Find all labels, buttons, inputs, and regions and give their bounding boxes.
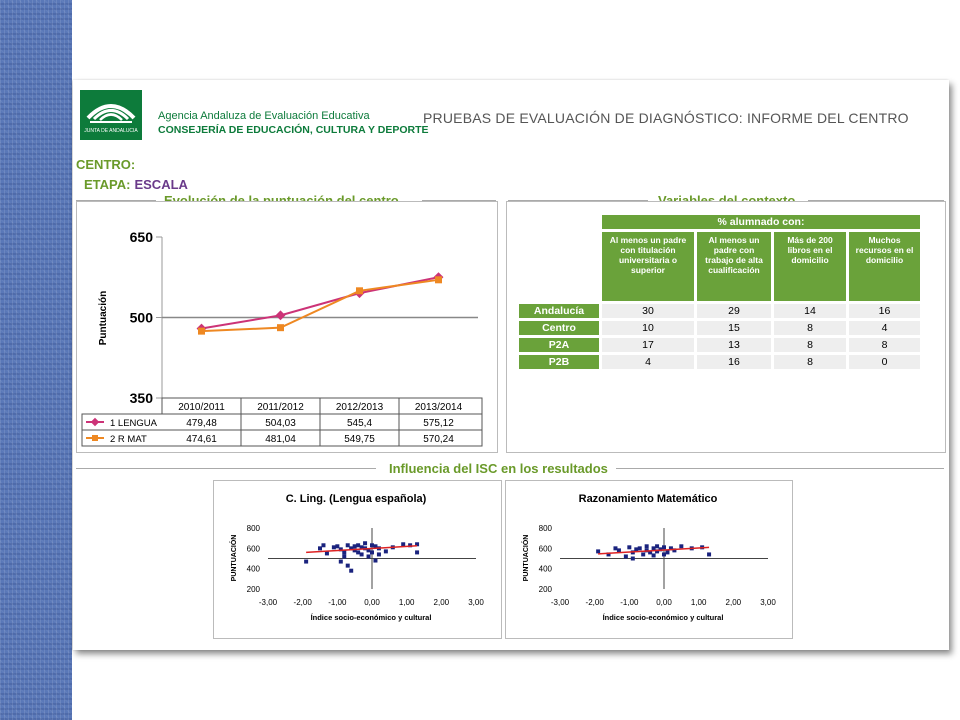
table-cell: 16: [697, 355, 771, 369]
lengua-scatter-title: C. Ling. (Lengua española): [285, 493, 427, 505]
table-cell: 15: [697, 321, 771, 335]
x-category-label: 2011/2012: [257, 402, 304, 413]
data-value-label: 575,12: [423, 418, 454, 429]
table-cell: 13: [697, 338, 771, 352]
legend-label: 2 R MAT: [110, 434, 147, 445]
table-cell: 14: [774, 304, 846, 318]
table-cell: 8: [849, 338, 920, 352]
report-title: PRUEBAS DE EVALUACIÓN DE DIAGNÓSTICO: INFORME DEL CENTRO: [423, 110, 909, 126]
y-tick-label: 500: [129, 309, 153, 326]
scatter-point: [596, 549, 600, 553]
scatter-point: [415, 550, 419, 554]
scatter-point: [662, 545, 666, 549]
data-value-label: 474,61: [186, 434, 217, 445]
data-value-label: 570,24: [423, 434, 454, 445]
table-column-header: Al menos un padre con trabajo de alta cualificación: [697, 232, 771, 301]
table-group-header: % alumnado con:: [602, 215, 920, 229]
scatter-point: [377, 552, 381, 556]
table-cell: 4: [849, 321, 920, 335]
x-tick-label: -1,00: [328, 598, 347, 607]
scatter-point: [613, 546, 617, 550]
y-tick-label: 800: [246, 524, 260, 533]
agency-name: Agencia Andaluza de Evaluación Educativa: [158, 110, 370, 122]
data-value-label: 545,4: [346, 418, 373, 429]
ministry-name: CONSEJERÍA DE EDUCACIÓN, CULTURA Y DEPORTE: [158, 124, 429, 136]
scatter-point: [652, 546, 656, 550]
scatter-point: [662, 552, 666, 556]
table-cell: 17: [602, 338, 694, 352]
table-column-header: Al menos un padre con titulación universitaria o superior: [602, 232, 694, 301]
table-column-header: Más de 200 libros en el domicilio: [774, 232, 846, 301]
scatter-point: [356, 543, 360, 547]
scatter-point: [634, 547, 638, 551]
scatter-point: [318, 546, 322, 550]
x-tick-label: 2,00: [433, 598, 450, 607]
scatter-point: [631, 557, 635, 561]
scatter-point: [370, 543, 374, 547]
scatter-point: [360, 552, 364, 556]
table-cell: 8: [774, 321, 846, 335]
x-category-label: 2013/2014: [414, 402, 463, 413]
y-tick-label: 650: [129, 229, 153, 245]
data-value-label: 504,03: [265, 418, 296, 429]
x-tick-label: 3,00: [760, 598, 776, 607]
legend-label: 1 LENGUA: [110, 418, 157, 429]
scatter-point: [346, 564, 350, 568]
scatter-point: [617, 548, 621, 552]
y-axis-label: PUNTUACIÓN: [231, 534, 238, 582]
table-cell: 8: [774, 355, 846, 369]
table-row-label: P2A: [519, 338, 599, 352]
y-tick-label: 200: [246, 585, 260, 594]
table-cell: 10: [602, 321, 694, 335]
etapa-value: ESCALA: [134, 177, 188, 192]
x-tick-label: 0,00: [656, 598, 672, 607]
scatter-point: [652, 553, 656, 557]
scatter-point: [339, 560, 343, 564]
scatter-point: [645, 544, 649, 548]
centro-label: CENTRO:: [76, 157, 136, 172]
scatter-point: [342, 550, 346, 554]
scatter-point: [384, 549, 388, 553]
data-value-label: 549,75: [344, 434, 375, 445]
scatter-point: [353, 544, 357, 548]
x-tick-label: -2,00: [293, 598, 312, 607]
x-category-label: 2012/2013: [335, 402, 384, 413]
scatter-point: [367, 554, 371, 558]
x-tick-label: 1,00: [398, 598, 415, 607]
scatter-point: [332, 545, 336, 549]
section-title-isc: Influencia del ISC en los resultados: [389, 461, 608, 476]
table-column-header: Muchos recursos en el domicilio: [849, 232, 920, 301]
scatter-point: [304, 560, 308, 564]
scatter-point: [641, 552, 645, 556]
mat-scatter-title: Razonamiento Matemático: [578, 493, 718, 505]
data-value-label: 479,48: [186, 418, 217, 429]
table-cell: 4: [602, 355, 694, 369]
x-tick-label: 0,00: [364, 598, 380, 607]
x-tick-label: -3,00: [258, 598, 278, 607]
x-category-label: 2010/2011: [178, 402, 225, 413]
table-row-label: Andalucía: [519, 304, 599, 318]
table-cell: 30: [602, 304, 694, 318]
y-axis-label: Puntuación: [98, 290, 109, 346]
x-tick-label: -3,00: [550, 598, 570, 607]
scatter-point: [624, 554, 628, 558]
table-cell: 8: [774, 338, 846, 352]
scatter-point: [349, 569, 353, 573]
y-axis-label: PUNTUACIÓN: [523, 534, 530, 582]
data-value-label: 481,04: [265, 434, 296, 445]
scatter-point: [401, 542, 405, 546]
table-cell: 29: [697, 304, 771, 318]
x-tick-label: -1,00: [620, 598, 639, 607]
x-axis-label: Índice socio-económico y cultural: [602, 613, 724, 622]
y-tick-label: 200: [538, 585, 552, 594]
table-row-label: Centro: [519, 321, 599, 335]
scatter-point: [363, 541, 367, 545]
y-tick-label: 400: [246, 564, 260, 574]
scatter-point: [638, 546, 642, 550]
scatter-point: [627, 545, 631, 549]
y-tick-label: 600: [246, 544, 260, 554]
x-tick-label: 3,00: [468, 598, 484, 607]
x-tick-label: -2,00: [585, 598, 604, 607]
scatter-point: [325, 551, 329, 555]
x-axis-label: Índice socio-económico y cultural: [310, 613, 432, 622]
scatter-point: [346, 543, 350, 547]
scatter-point: [321, 543, 325, 547]
y-tick-label: 800: [538, 524, 552, 533]
scatter-point: [665, 550, 669, 554]
y-tick-label: 350: [129, 390, 153, 406]
scatter-point: [335, 544, 339, 548]
y-tick-label: 400: [538, 564, 552, 574]
scatter-point: [356, 550, 360, 554]
scatter-point: [679, 544, 683, 548]
x-tick-label: 2,00: [725, 598, 742, 607]
y-tick-label: 600: [538, 544, 552, 554]
logo-text: JUNTA DE ANDALUCIA: [84, 128, 138, 134]
scatter-point: [373, 559, 377, 563]
scatter-point: [370, 550, 374, 554]
etapa-label: ETAPA:: [84, 177, 131, 192]
table-cell: 0: [849, 355, 920, 369]
scatter-point: [342, 554, 346, 558]
table-cell: 16: [849, 304, 920, 318]
scatter-point: [655, 544, 659, 548]
x-tick-label: 1,00: [690, 598, 707, 607]
scatter-point: [707, 552, 711, 556]
table-row-label: P2B: [519, 355, 599, 369]
